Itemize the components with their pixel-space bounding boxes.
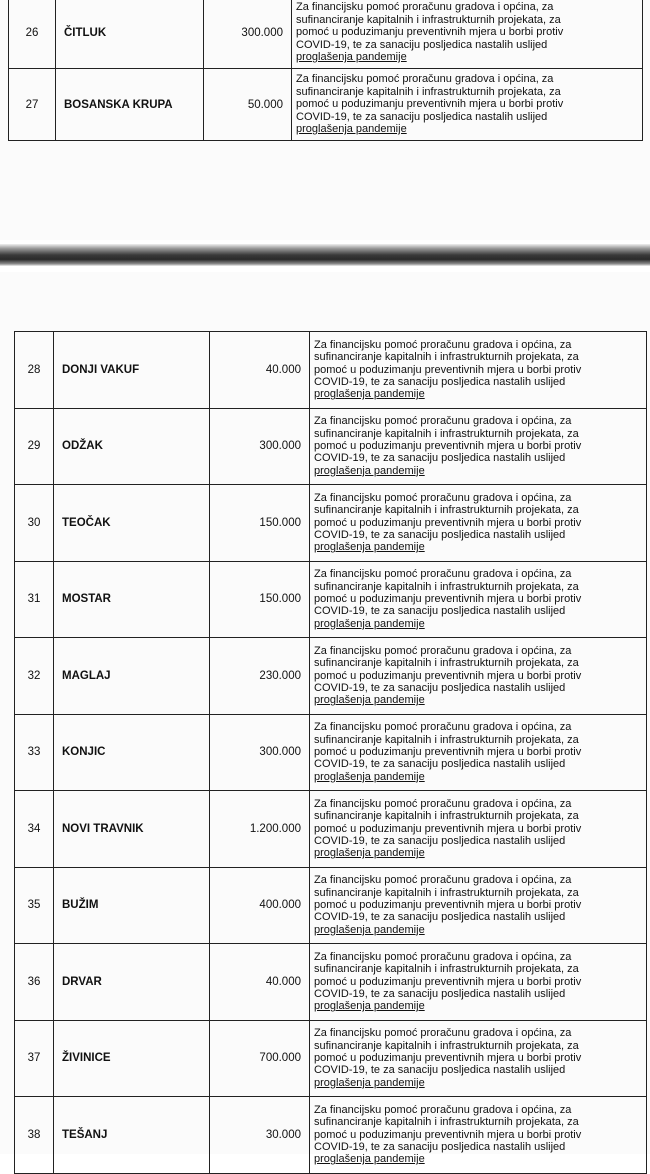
description-line: pomoć u poduzimanju preventivnih mjera u borbi protiv bbox=[314, 1052, 582, 1065]
row-number: 31 bbox=[15, 561, 54, 638]
description-line: Za financijsku pomoć proračunu gradova i općina, za bbox=[314, 338, 572, 351]
description-line: Za financijsku pomoć proračunu gradova i općina, za bbox=[314, 874, 572, 887]
description-line: COVID-19, te za sanaciju posljedica nastalih uslijed bbox=[296, 110, 548, 123]
row-number: 38 bbox=[15, 1097, 54, 1174]
description-line: sufinanciranje kapitalnih i infrastrukturnih projekata, za bbox=[314, 733, 579, 746]
description-line: proglašenja pandemije bbox=[314, 1076, 425, 1089]
purpose-description bbox=[310, 408, 647, 485]
municipality-name: TEOČAK bbox=[54, 485, 210, 562]
description-line: pomoć u poduzimanju preventivnih mjera u borbi protiv bbox=[314, 593, 582, 606]
description-line: Za financijsku pomoć proračunu gradova i općina, za bbox=[314, 415, 572, 428]
description-line: sufinanciranje kapitalnih i infrastrukturnih projekata, za bbox=[314, 1116, 579, 1129]
description-line: Za financijsku pomoć proračunu gradova i općina, za bbox=[314, 491, 572, 504]
municipality-name: ODŽAK bbox=[54, 408, 210, 485]
table-row bbox=[15, 561, 647, 638]
municipality-name: MAGLAJ bbox=[54, 638, 210, 715]
description-line: Za financijsku pomoć proračunu gradova i općina, za bbox=[314, 568, 572, 581]
description-line: proglašenja pandemije bbox=[314, 1153, 425, 1166]
description-line: sufinanciranje kapitalnih i infrastrukturnih projekata, za bbox=[314, 504, 579, 517]
description-line: Za financijsku pomoć proračunu gradova i općina, za bbox=[314, 797, 572, 810]
description-line: Za financijsku pomoć proračunu gradova i općina, za bbox=[314, 1027, 572, 1040]
description-line: sufinanciranje kapitalnih i infrastrukturnih projekata, za bbox=[314, 657, 579, 670]
row-number: 37 bbox=[15, 1020, 54, 1097]
description-line: sufinanciranje kapitalnih i infrastrukturnih projekata, za bbox=[314, 427, 579, 440]
table-row bbox=[15, 638, 647, 715]
description-line: pomoć u poduzimanju preventivnih mjera u borbi protiv bbox=[314, 516, 582, 529]
description-line: COVID-19, te za sanaciju posljedica nastalih uslijed bbox=[314, 681, 566, 694]
purpose-description bbox=[310, 791, 647, 868]
description-line: pomoć u poduzimanju preventivnih mjera u borbi protiv bbox=[314, 975, 582, 988]
description-line: Za financijsku pomoć proračunu gradova i općina, za bbox=[314, 1103, 572, 1116]
row-number: 26 bbox=[9, 0, 56, 69]
amount: 300.000 bbox=[204, 0, 292, 69]
description-line: sufinanciranje kapitalnih i infrastrukturnih projekata, za bbox=[314, 1039, 579, 1052]
description-line: pomoć u poduzimanju preventivnih mjera u borbi protiv bbox=[296, 26, 564, 39]
description-line: pomoć u poduzimanju preventivnih mjera u borbi protiv bbox=[314, 1128, 582, 1141]
purpose-description bbox=[310, 1020, 647, 1097]
description-line: sufinanciranje kapitalnih i infrastrukturnih projekata, za bbox=[314, 580, 579, 593]
municipality-name: BOSANSKA KRUPA bbox=[56, 69, 204, 141]
table-row bbox=[15, 791, 647, 868]
purpose-description bbox=[292, 0, 643, 69]
municipality-name: TEŠANJ bbox=[54, 1097, 210, 1174]
description-line: COVID-19, te za sanaciju posljedica nastalih uslijed bbox=[296, 38, 548, 51]
description-line: COVID-19, te za sanaciju posljedica nastalih uslijed bbox=[314, 1140, 566, 1153]
description-line: proglašenja pandemije bbox=[314, 617, 425, 630]
table-row bbox=[15, 867, 647, 944]
amount: 30.000 bbox=[210, 1097, 310, 1174]
amount: 40.000 bbox=[210, 944, 310, 1021]
table-row bbox=[15, 1097, 647, 1174]
municipality-name: ŽIVINICE bbox=[54, 1020, 210, 1097]
description-line: COVID-19, te za sanaciju posljedica nastalih uslijed bbox=[314, 987, 566, 1000]
description-line: sufinanciranje kapitalnih i infrastrukturnih projekata, za bbox=[314, 963, 579, 976]
municipality-name: NOVI TRAVNIK bbox=[54, 791, 210, 868]
allocation-table-bottom bbox=[14, 331, 647, 1174]
table-row bbox=[15, 944, 647, 1021]
municipality-name: KONJIC bbox=[54, 714, 210, 791]
purpose-description bbox=[292, 69, 643, 141]
purpose-description bbox=[310, 1097, 647, 1174]
amount: 40.000 bbox=[210, 332, 310, 409]
purpose-description bbox=[310, 561, 647, 638]
description-line: Za financijsku pomoć proračunu gradova i općina, za bbox=[296, 1, 554, 14]
description-line: pomoć u poduzimanju preventivnih mjera u borbi protiv bbox=[314, 899, 582, 912]
page-separator bbox=[0, 244, 650, 266]
municipality-name: DRVAR bbox=[54, 944, 210, 1021]
description-line: proglašenja pandemije bbox=[314, 694, 425, 707]
description-line: COVID-19, te za sanaciju posljedica nastalih uslijed bbox=[314, 758, 566, 771]
description-line: proglašenja pandemije bbox=[314, 847, 425, 860]
description-line: Za financijsku pomoć proračunu gradova i općina, za bbox=[296, 73, 554, 86]
amount: 300.000 bbox=[210, 408, 310, 485]
description-line: sufinanciranje kapitalnih i infrastrukturnih projekata, za bbox=[314, 351, 579, 364]
description-line: proglašenja pandemije bbox=[314, 541, 425, 554]
table-row bbox=[15, 485, 647, 562]
description-line: proglašenja pandemije bbox=[314, 770, 425, 783]
description-line: COVID-19, te za sanaciju posljedica nastalih uslijed bbox=[314, 1064, 566, 1077]
row-number: 33 bbox=[15, 714, 54, 791]
amount: 230.000 bbox=[210, 638, 310, 715]
description-line: Za financijsku pomoć proračunu gradova i općina, za bbox=[314, 644, 572, 657]
table-row bbox=[15, 1020, 647, 1097]
description-line: proglašenja pandemije bbox=[296, 123, 407, 136]
municipality-name: MOSTAR bbox=[54, 561, 210, 638]
description-line: pomoć u poduzimanju preventivnih mjera u borbi protiv bbox=[314, 822, 582, 835]
purpose-description bbox=[310, 867, 647, 944]
description-line: proglašenja pandemije bbox=[314, 388, 425, 401]
municipality-name: ČITLUK bbox=[56, 0, 204, 69]
allocation-table-top bbox=[8, 0, 643, 141]
purpose-description bbox=[310, 638, 647, 715]
description-line: Za financijsku pomoć proračunu gradova i općina, za bbox=[314, 950, 572, 963]
description-line: COVID-19, te za sanaciju posljedica nastalih uslijed bbox=[314, 375, 566, 388]
description-line: proglašenja pandemije bbox=[314, 923, 425, 936]
description-line: sufinanciranje kapitalnih i infrastrukturnih projekata, za bbox=[314, 810, 579, 823]
description-line: sufinanciranje kapitalnih i infrastrukturnih projekata, za bbox=[314, 886, 579, 899]
purpose-description bbox=[310, 944, 647, 1021]
description-line: sufinanciranje kapitalnih i infrastrukturnih projekata, za bbox=[296, 13, 561, 26]
table-row bbox=[15, 332, 647, 409]
amount: 1.200.000 bbox=[210, 791, 310, 868]
purpose-description bbox=[310, 485, 647, 562]
description-line: pomoć u poduzimanju preventivnih mjera u borbi protiv bbox=[314, 363, 582, 376]
municipality-name: BUŽIM bbox=[54, 867, 210, 944]
table-row bbox=[15, 714, 647, 791]
description-line: pomoć u poduzimanju preventivnih mjera u borbi protiv bbox=[314, 746, 582, 759]
purpose-description bbox=[310, 332, 647, 409]
description-line: pomoć u poduzimanju preventivnih mjera u borbi protiv bbox=[296, 98, 564, 111]
description-line: pomoć u poduzimanju preventivnih mjera u borbi protiv bbox=[314, 669, 582, 682]
row-number: 27 bbox=[9, 69, 56, 141]
document-page-top bbox=[0, 0, 650, 240]
amount: 700.000 bbox=[210, 1020, 310, 1097]
description-line: COVID-19, te za sanaciju posljedica nastalih uslijed bbox=[314, 452, 566, 465]
row-number: 32 bbox=[15, 638, 54, 715]
amount: 150.000 bbox=[210, 561, 310, 638]
description-line: Za financijsku pomoć proračunu gradova i općina, za bbox=[314, 721, 572, 734]
amount: 300.000 bbox=[210, 714, 310, 791]
description-line: proglašenja pandemije bbox=[296, 51, 407, 64]
row-number: 30 bbox=[15, 485, 54, 562]
purpose-description bbox=[310, 714, 647, 791]
description-line: COVID-19, te za sanaciju posljedica nastalih uslijed bbox=[314, 528, 566, 541]
row-number: 36 bbox=[15, 944, 54, 1021]
table-row bbox=[15, 408, 647, 485]
table-row bbox=[9, 0, 643, 69]
row-number: 28 bbox=[15, 332, 54, 409]
description-line: sufinanciranje kapitalnih i infrastrukturnih projekata, za bbox=[296, 85, 561, 98]
description-line: proglašenja pandemije bbox=[314, 464, 425, 477]
description-line: proglašenja pandemije bbox=[314, 1000, 425, 1013]
description-line: COVID-19, te za sanaciju posljedica nastalih uslijed bbox=[314, 911, 566, 924]
row-number: 35 bbox=[15, 867, 54, 944]
description-line: COVID-19, te za sanaciju posljedica nastalih uslijed bbox=[314, 605, 566, 618]
municipality-name: DONJI VAKUF bbox=[54, 332, 210, 409]
row-number: 34 bbox=[15, 791, 54, 868]
amount: 400.000 bbox=[210, 867, 310, 944]
description-line: COVID-19, te za sanaciju posljedica nastalih uslijed bbox=[314, 834, 566, 847]
amount: 150.000 bbox=[210, 485, 310, 562]
document-page-bottom bbox=[0, 272, 650, 1166]
description-line: pomoć u poduzimanju preventivnih mjera u borbi protiv bbox=[314, 440, 582, 453]
row-number: 29 bbox=[15, 408, 54, 485]
amount: 50.000 bbox=[204, 69, 292, 141]
table-row bbox=[9, 69, 643, 141]
